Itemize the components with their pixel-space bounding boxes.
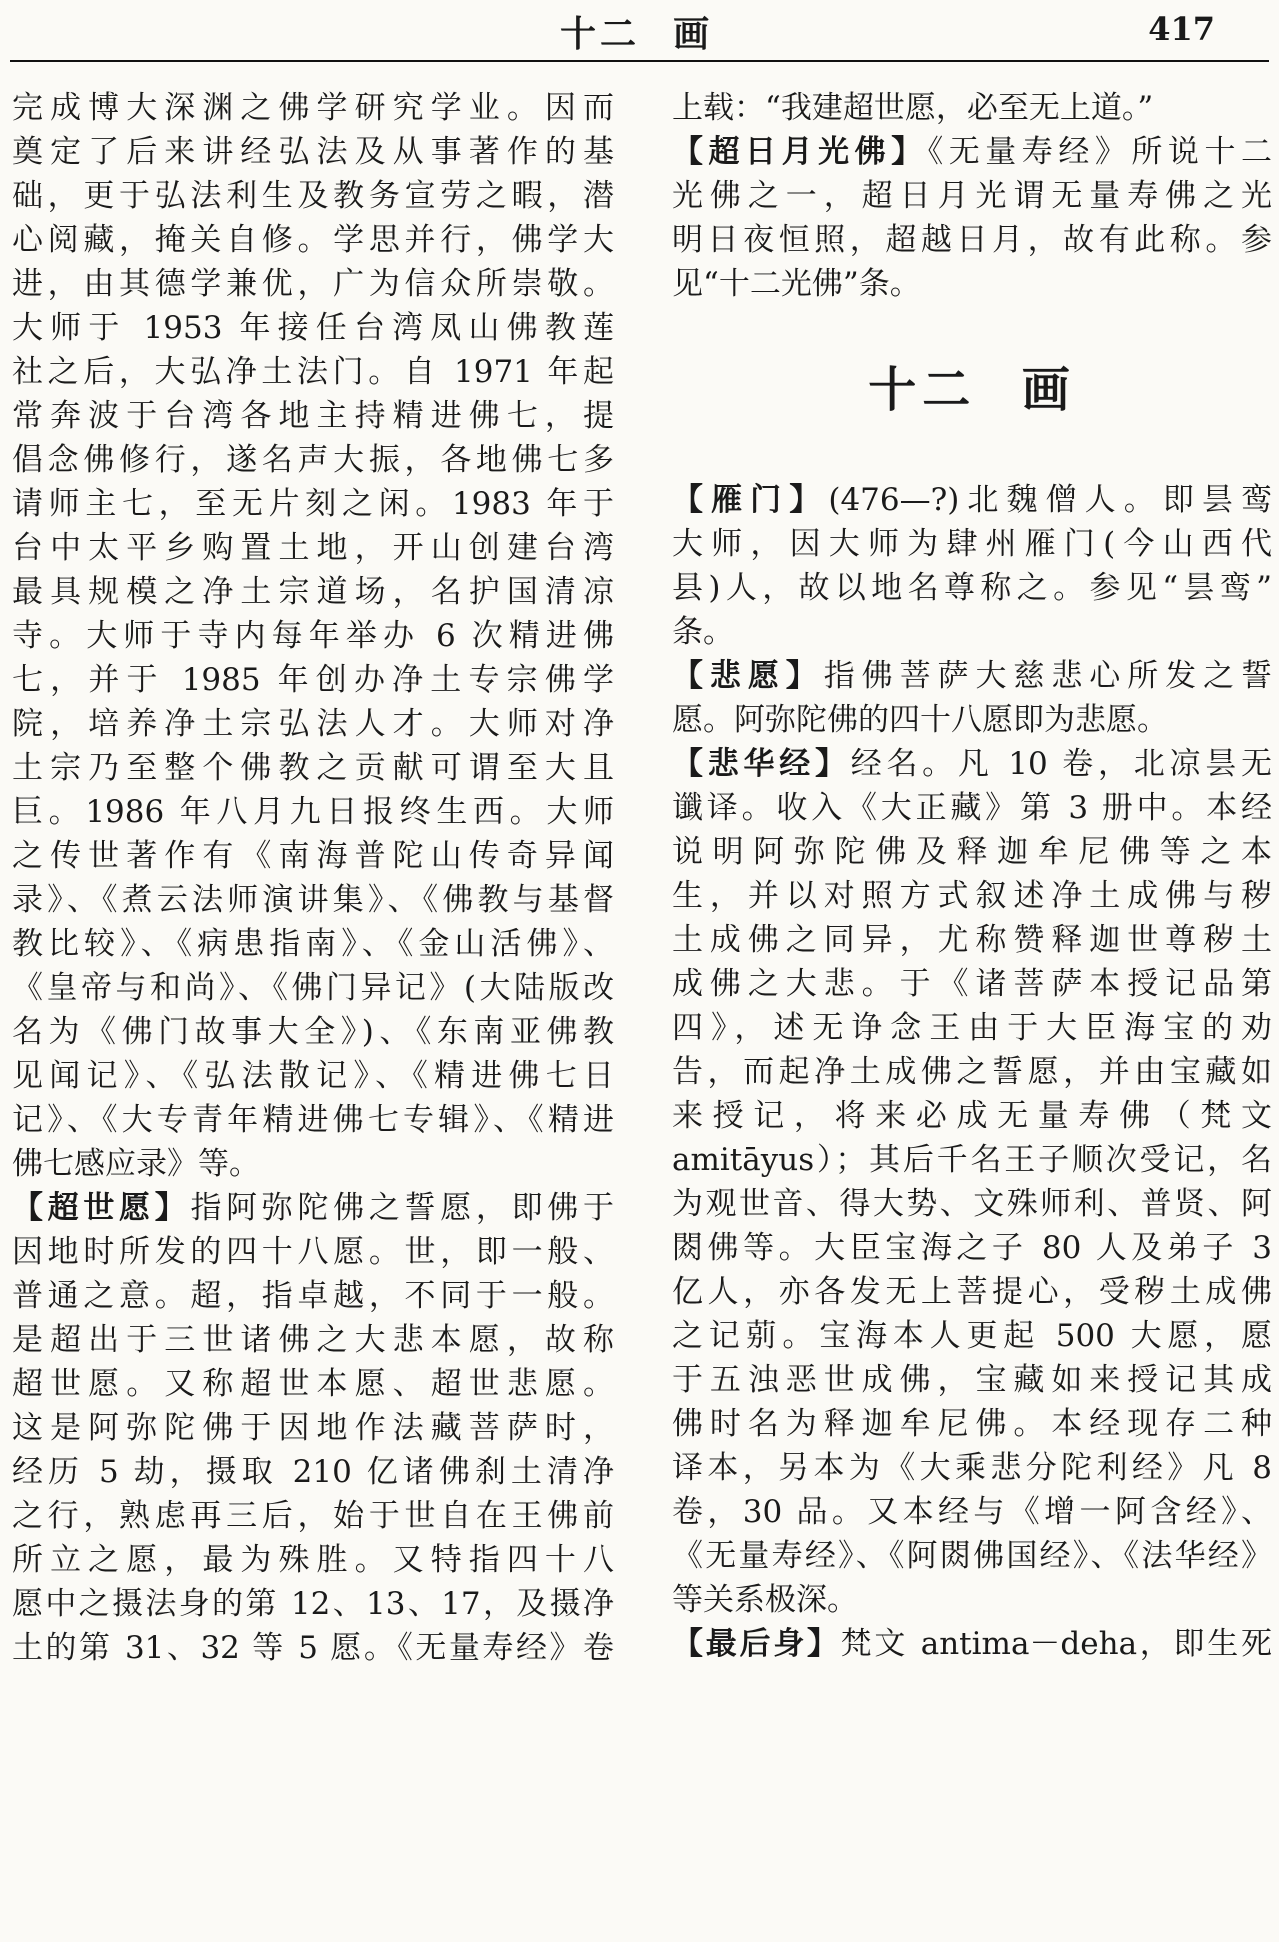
text-line: 记》、《大专青年精进佛七专辑》、《精进 xyxy=(12,1102,614,1138)
entry-headword: 【雁门】 xyxy=(672,482,829,518)
text-line: 成佛之大悲。于《诸菩萨本授记品第 xyxy=(672,966,1272,1002)
entry-first-line xyxy=(672,1622,1272,1666)
entry-headword: 【超世愿】 xyxy=(12,1190,191,1226)
text-line: 常奔波于台湾各地主持精进佛七，提 xyxy=(12,398,614,434)
text-line: 于五浊恶世成佛，宝藏如来授记其成 xyxy=(672,1362,1272,1398)
entry-headword: 【超日月光佛】 xyxy=(672,134,928,170)
text-line: 土的第 31、32 等 5 愿。《无量寿经》卷 xyxy=(12,1630,614,1666)
entry-text: 梵文 antima－deha，即生死 xyxy=(840,1626,1272,1662)
text-line: 见“十二光佛”条。 xyxy=(672,266,921,302)
entry-chaoriyueguangfo xyxy=(672,130,1272,306)
entry-headword: 【悲愿】 xyxy=(672,658,824,694)
text-line: 为观世音、得大势、文殊师利、普贤、阿 xyxy=(672,1186,1272,1222)
text-line: 大师于 1953 年接任台湾凤山佛教莲 xyxy=(12,310,614,346)
text-line: 告，而起净土成佛之誓愿，并由宝藏如 xyxy=(672,1054,1272,1090)
entry-text: 指阿弥陀佛之誓愿，即佛于 xyxy=(190,1190,614,1226)
text-line: 院，培养净土宗弘法人才。大师对净 xyxy=(12,706,614,742)
text-line: 录》、《煮云法师演讲集》、《佛教与基督 xyxy=(12,882,614,918)
entry-text: 《无量寿经》所说十二 xyxy=(927,134,1272,170)
left-column xyxy=(12,86,614,1670)
entry-text: 指佛菩萨大慈悲心所发之誓 xyxy=(823,658,1272,694)
section-heading: 十二 画 xyxy=(868,362,1076,418)
text-line: 础，更于弘法利生及教务宣劳之暇，潜 xyxy=(12,178,614,214)
entry-yanmen xyxy=(672,478,1272,654)
text-line: 因地时所发的四十八愿。世，即一般、 xyxy=(12,1234,614,1270)
text-line: 普通之意。超，指卓越，不同于一般。 xyxy=(12,1278,614,1314)
text-line: 进，由其德学兼优，广为信众所崇敬。 xyxy=(12,266,614,302)
entry-first-line xyxy=(672,654,1272,698)
text-line: 上载：“我建超世愿，必至无上道。” xyxy=(672,90,1154,126)
text-line: 閦佛等。大臣宝海之子 80 人及弟子 3 xyxy=(672,1230,1272,1266)
text-line: 佛七感应录》等。 xyxy=(12,1146,260,1182)
text-line: 等关系极深。 xyxy=(672,1582,858,1618)
entry-first-line xyxy=(672,478,1272,522)
text-line: 四》，述无诤念王由于大臣海宝的劝 xyxy=(672,1010,1272,1046)
text-line: 所立之愿，最为殊胜。又特指四十八 xyxy=(12,1542,614,1578)
text-line: 《无量寿经》、《阿閦佛国经》、《法华经》 xyxy=(672,1538,1272,1574)
text-line: 经历 5 劫，摄取 210 亿诸佛刹土清净 xyxy=(12,1454,614,1490)
text-line: 光佛之一，超日月光谓无量寿佛之光 xyxy=(672,178,1272,214)
entry-zuihoushen xyxy=(672,1622,1272,1666)
entry-headword: 【最后身】 xyxy=(672,1626,841,1662)
text-line: 教比较》、《病患指南》、《金山活佛》、 xyxy=(12,926,614,962)
entry-beihuajing xyxy=(672,742,1272,1622)
text-line: 社之后，大弘净土法门。自 1971 年起 xyxy=(12,354,614,390)
header-rule xyxy=(10,60,1269,62)
text-line: 条。 xyxy=(672,614,734,650)
text-line: 巨。1986 年八月九日报终生西。大师 xyxy=(12,794,614,830)
text-line: 愿。阿弥陀佛的四十八愿即为悲愿。 xyxy=(672,702,1168,738)
text-line: 之行，熟虑再三后，始于世自在王佛前 xyxy=(12,1498,614,1534)
text-line: 来授记，将来必成无量寿佛（梵文 xyxy=(672,1098,1272,1134)
text-line: 超世愿。又称超世本愿、超世悲愿。 xyxy=(12,1366,614,1402)
text-line: 奠定了后来讲经弘法及从事著作的基 xyxy=(12,134,614,170)
entry-continuation xyxy=(12,86,614,1186)
text-line: 《皇帝与和尚》、《佛门异记》(大陆版改 xyxy=(12,970,614,1006)
text-line: 明日夜恒照，超越日月，故有此称。参 xyxy=(672,222,1272,258)
text-line: 寺。大师于寺内每年举办 6 次精进佛 xyxy=(12,618,614,654)
text-line: 这是阿弥陀佛于因地作法藏菩萨时， xyxy=(12,1410,614,1446)
text-line: 最具规模之净土宗道场，名护国清凉 xyxy=(12,574,614,610)
entry-first-line xyxy=(12,1186,614,1230)
entry-beiyuan xyxy=(672,654,1272,742)
text-line: 佛时名为释迦牟尼佛。本经现存二种 xyxy=(672,1406,1272,1442)
text-line: 之传世著作有《南海普陀山传奇异闻 xyxy=(12,838,614,874)
text-line: 卷，30 品。又本经与《增一阿含经》、 xyxy=(672,1494,1272,1530)
text-line: 七，并于 1985 年创办净土专宗佛学 xyxy=(12,662,614,698)
text-line: 说明阿弥陀佛及释迦牟尼佛等之本 xyxy=(672,834,1272,870)
text-line: 倡念佛修行，遂名声大振，各地佛七多 xyxy=(12,442,614,478)
text-line: 大师，因大师为肆州雁门(今山西代 xyxy=(672,526,1272,562)
entry-first-line xyxy=(672,742,1272,786)
text-line: 台中太平乡购置土地，开山创建台湾 xyxy=(12,530,614,566)
text-line: 愿中之摄法身的第 12、13、17，及摄净 xyxy=(12,1586,614,1622)
page-number: 417 xyxy=(1148,10,1215,48)
text-line: 请师主七，至无片刻之闲。1983 年于 xyxy=(12,486,614,522)
text-line: 是超出于三世诸佛之大悲本愿，故称 xyxy=(12,1322,614,1358)
right-column xyxy=(672,86,1272,1666)
entry-first-line xyxy=(672,130,1272,174)
text-line: 谶译。收入《大正藏》第 3 册中。本经 xyxy=(672,790,1272,826)
text-line: 之记莂。宝海本人更起 500 大愿，愿 xyxy=(672,1318,1272,1354)
text-line: 译本，另本为《大乘悲分陀利经》凡 8 xyxy=(672,1450,1272,1486)
entry-chaoshiyuan xyxy=(12,1186,614,1670)
entry-headword: 【悲华经】 xyxy=(672,746,851,782)
entry-text: (476—?)北魏僧人。即昙鸾 xyxy=(828,482,1272,518)
entry-text: 经名。凡 10 卷，北凉昙无 xyxy=(850,746,1272,782)
running-head-title: 十二 画 xyxy=(560,13,714,55)
text-line: amitāyus）；其后千名王子顺次受记，名 xyxy=(672,1142,1272,1178)
text-line: 心阅藏，掩关自修。学思并行，佛学大 xyxy=(12,222,614,258)
text-line: 见闻记》、《弘法散记》、《精进佛七日 xyxy=(12,1058,614,1094)
text-line: 完成博大深渊之佛学研究学业。因而 xyxy=(12,90,614,126)
text-line: 县)人，故以地名尊称之。参见“昙鸾” xyxy=(672,570,1272,606)
text-line: 名为《佛门故事大全》)、《东南亚佛教 xyxy=(12,1014,614,1050)
running-head xyxy=(0,0,1279,62)
text-line: 生，并以对照方式叙述净土成佛与秽 xyxy=(672,878,1272,914)
text-line: 土成佛之同异，尤称赞释迦世尊秽土 xyxy=(672,922,1272,958)
text-line: 亿人，亦各发无上菩提心，受秽土成佛 xyxy=(672,1274,1272,1310)
text-line: 土宗乃至整个佛教之贡献可谓至大且 xyxy=(12,750,614,786)
